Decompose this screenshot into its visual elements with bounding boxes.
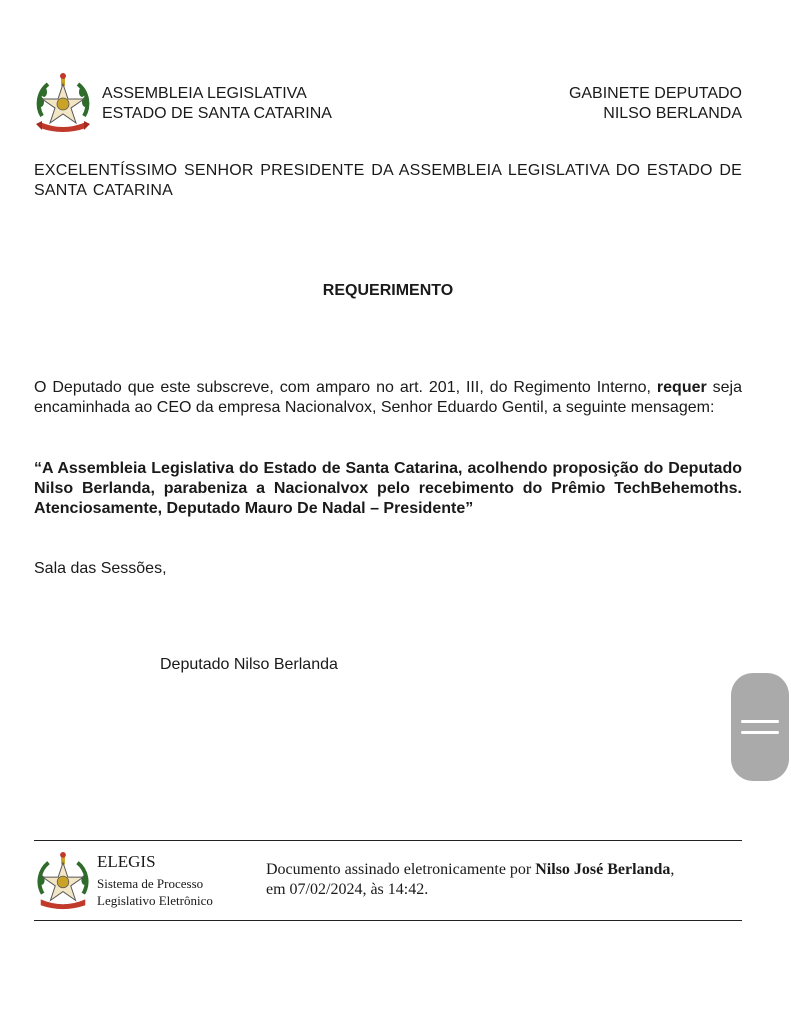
scroll-handle[interactable] xyxy=(731,673,789,781)
body-intro: O Deputado que este subscreve, com amparo no art. 201, III, do Regimento Interno, xyxy=(34,379,651,396)
footer-top-rule xyxy=(34,840,742,841)
document-title: REQUERIMENTO xyxy=(322,282,454,299)
body-verb: requer xyxy=(656,379,707,396)
closing-line: Sala das Sessões, xyxy=(34,560,167,577)
cabinet-name xyxy=(569,84,742,124)
signature-suffix: , xyxy=(670,861,675,878)
handle-grip-line-bottom xyxy=(741,731,779,734)
cabinet-line-1: GABINETE DEPUTADO xyxy=(568,85,742,102)
signer-name: Deputado Nilso Berlanda xyxy=(160,656,338,673)
body-rest: seja encaminhada ao CEO da empresa Nacionalvox, Senhor Eduardo Gentil, a seguinte mensagem: xyxy=(34,379,743,416)
santa-catarina-coat-of-arms-icon xyxy=(34,72,92,134)
system-description-line-2: Legislativo Eletrônico xyxy=(97,893,213,908)
organization-name xyxy=(102,84,332,124)
cabinet-line-2: NILSO BERLANDA xyxy=(603,105,742,122)
quoted-message: “A Assembleia Legislativa do Estado de Santa Catarina, acolhendo proposição do Deputado Nilso Berlanda, parabeniza a Nacionalvox pelo recebimento do Prêmio TechBehemoths. Atenciosamente, Deputado Mauro De Nadal – Presidente” xyxy=(34,460,742,517)
signature-name: Nilso José Berlanda xyxy=(535,861,671,878)
signature-date: em 07/02/2024, às 14:42. xyxy=(266,881,429,898)
footer-bottom-rule xyxy=(34,920,742,921)
org-line-2: ESTADO DE SANTA CATARINA xyxy=(102,105,332,122)
system-name: ELEGIS xyxy=(97,852,156,871)
body-paragraph xyxy=(34,378,742,418)
salutation: EXCELENTÍSSIMO SENHOR PRESIDENTE DA ASSEMBLEIA LEGISLATIVA DO ESTADO DE SANTA CATARINA xyxy=(34,162,742,199)
signature-prefix: Documento assinado eletronicamente por xyxy=(266,861,536,878)
elegis-coat-of-arms-icon xyxy=(34,851,92,911)
org-line-1: ASSEMBLEIA LEGISLATIVA xyxy=(102,85,307,102)
handle-grip-line-top xyxy=(741,720,779,723)
system-description-line-1: Sistema de Processo xyxy=(97,876,204,891)
electronic-signature-note xyxy=(266,860,742,900)
system-description xyxy=(97,875,213,909)
document-header xyxy=(34,70,742,138)
